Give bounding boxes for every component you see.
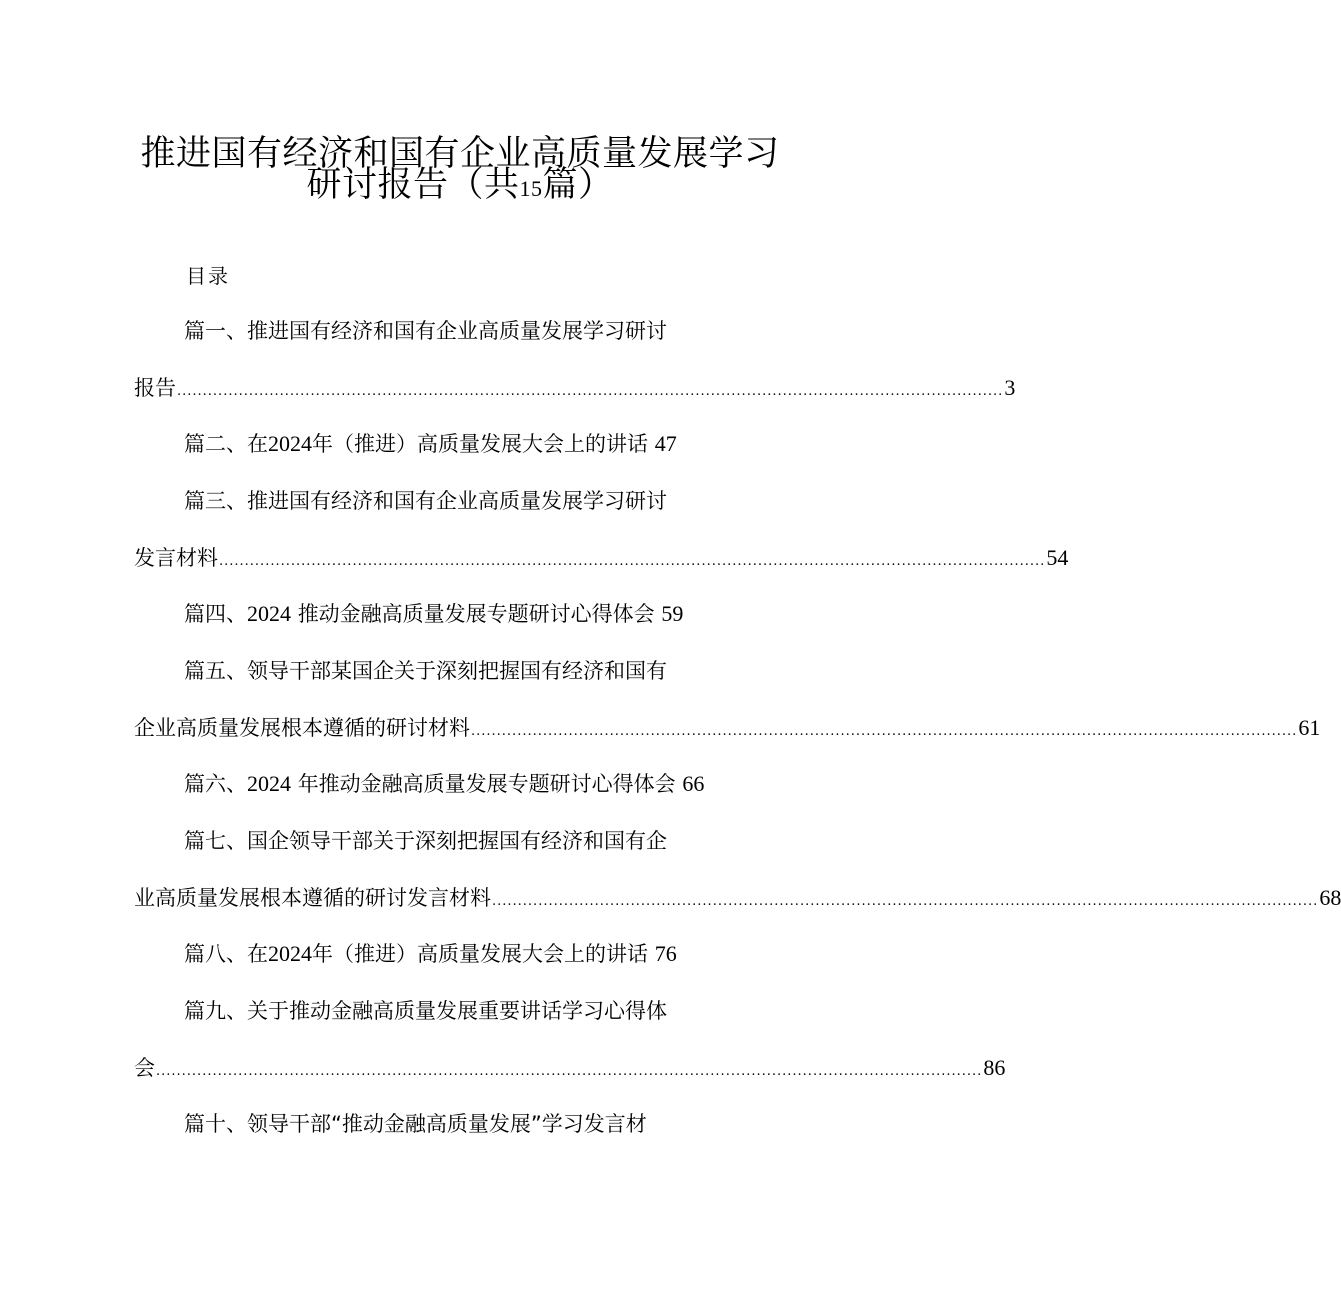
toc-entry-5-line-2[interactable]	[134, 713, 1321, 747]
dot-leader: .................................................................................................................................................................	[219, 554, 1046, 569]
toc-entry-3-line-2[interactable]	[134, 543, 1069, 577]
toc-entry-prefix: 篇六、	[184, 772, 247, 796]
toc-entry-text: 年（推进）高质量发展大会上的讲话	[312, 942, 648, 966]
toc-page-number: 61	[1298, 715, 1321, 740]
toc-entry-text: 企业高质量发展根本遵循的研讨材料	[134, 716, 470, 740]
toc-entry-2[interactable]	[184, 429, 677, 459]
toc-page-number: 68	[1319, 885, 1341, 910]
toc-heading: 目录	[186, 264, 230, 288]
toc-entry-5-line-1[interactable]: 篇五、领导干部某国企关于深刻把握国有经济和国有	[184, 659, 667, 683]
toc-page-number: 3	[1004, 375, 1016, 400]
toc-entry-10-line-1[interactable]: 篇十、领导干部“推动金融高质量发展”学习发言材	[184, 1112, 647, 1136]
title-count: 15	[519, 176, 543, 201]
title-prefix: 研讨报告（共	[306, 165, 520, 205]
toc-entry-prefix: 篇八、在	[184, 942, 268, 966]
document-title-line-1: 推进国有经济和国有企业高质量发展学习	[140, 134, 780, 174]
toc-entry-text: 年（推进）高质量发展大会上的讲话	[312, 432, 648, 456]
dot-leader: .................................................................................................................................................................	[156, 1064, 983, 1079]
toc-entry-3-line-1[interactable]: 篇三、推进国有经济和国有企业高质量发展学习研讨	[184, 489, 667, 513]
toc-entry-7-line-1[interactable]: 篇七、国企领导干部关于深刻把握国有经济和国有企	[184, 829, 667, 853]
dot-leader: .................................................................................................................................................................	[492, 894, 1319, 909]
toc-entry-text: 年推动金融高质量发展专题研讨心得体会	[297, 772, 676, 796]
title-suffix: 篇）	[542, 165, 614, 205]
toc-page-number: 47	[654, 431, 677, 456]
dot-leader: .................................................................................................................................................................	[471, 724, 1298, 739]
dot-leader: .................................................................................................................................................................	[177, 384, 1004, 399]
toc-entry-text: 发言材料	[134, 546, 218, 570]
toc-page-number: 59	[661, 601, 684, 626]
toc-entry-year: 2024	[268, 431, 312, 456]
toc-page-number: 66	[682, 771, 705, 796]
toc-page-number: 54	[1046, 545, 1069, 570]
toc-page-number: 86	[983, 1055, 1006, 1080]
toc-entry-prefix: 篇二、在	[184, 432, 268, 456]
toc-entry-text: 推动金融高质量发展专题研讨心得体会	[297, 602, 655, 626]
toc-entry-text: 会	[134, 1056, 155, 1080]
toc-entry-1-line-2[interactable]	[134, 373, 1016, 407]
toc-entry-year: 2024	[247, 771, 291, 796]
toc-entry-prefix: 篇四、	[184, 602, 247, 626]
toc-entry-9-line-2[interactable]	[134, 1053, 1006, 1087]
toc-entry-6[interactable]	[184, 769, 704, 799]
toc-entry-text: 业高质量发展根本遵循的研讨发言材料	[134, 886, 491, 910]
document-title-line-2	[0, 163, 920, 211]
toc-entry-text: 报告	[134, 376, 176, 400]
toc-page-number: 76	[654, 941, 677, 966]
toc-entry-7-line-2[interactable]	[134, 883, 1341, 917]
toc-entry-year: 2024	[268, 941, 312, 966]
toc-entry-8[interactable]	[184, 939, 677, 969]
toc-entry-1-line-1[interactable]: 篇一、推进国有经济和国有企业高质量发展学习研讨	[184, 319, 667, 343]
toc-entry-9-line-1[interactable]: 篇九、关于推动金融高质量发展重要讲话学习心得体	[184, 999, 667, 1023]
toc-entry-year: 2024	[247, 601, 291, 626]
toc-entry-4[interactable]	[184, 599, 683, 629]
